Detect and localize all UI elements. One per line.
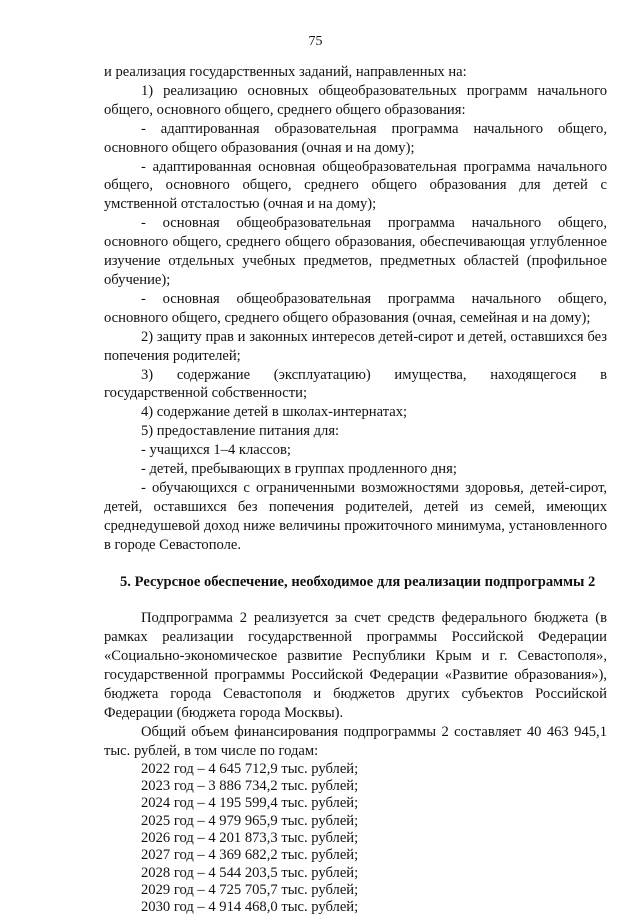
- sub-item-adapted-basic-program: - адаптированная основная общеобразовательная программа начального общего, основного общего, среднего общего образования для детей с умственной отсталостью (очная и на дому);: [104, 158, 607, 213]
- list-item-2: 2) защиту прав и законных интересов детей-сирот и детей, оставшихся без попечения родителей;: [104, 328, 607, 364]
- list-item-4: 4) содержание детей в школах-интернатах;: [141, 404, 408, 421]
- list-item-5: 5) предоставление питания для:: [141, 423, 340, 440]
- funding-paragraph: Подпрограмма 2 реализуется за счет средств федерального бюджета (в рамках реализации государственной программы Российской Федерации «Социально-экономическое развитие Республики Крым и г. Севастополя», государственной программы Российской Федерации «Развитие образования»), бюджета города Севастополя и бюджетов других субъектов Российской Федерации (бюджета города Москвы).: [104, 610, 607, 721]
- sub-item-basic-program: - основная общеобразовательная программа начального общего, основного общего, среднего общего образования (очная, семейная и на дому);: [104, 290, 607, 326]
- spacer: [104, 555, 607, 573]
- year-funding-item: 2026 год – 4 201 873,3 тыс. рублей;: [141, 829, 359, 846]
- list-item-3: 3) содержание (эксплуатацию) имущества, находящегося в государственной собственности;: [104, 366, 607, 402]
- section-heading: 5. Ресурсное обеспечение, необходимое для реализации подпрограммы 2: [120, 573, 596, 590]
- year-funding-item: 2027 год – 4 369 682,2 тыс. рублей;: [141, 847, 359, 864]
- year-funding-item: 2024 год – 4 195 599,4 тыс. рублей;: [141, 795, 359, 812]
- sub-item-profile-program: - основная общеобразовательная программа начального общего, основного общего, среднего общего образования, обеспечивающая углубленное изучение отдельных учебных предметов, предметных областей (профильное обучение);: [104, 215, 607, 288]
- sub-item-adapted-program: - адаптированная образовательная программа начального общего, основного общего образования (очная и на дому);: [104, 120, 607, 156]
- paragraph-intro: и реализация государственных заданий, направленных на:: [104, 64, 467, 80]
- yearly-funding-list: [104, 761, 607, 916]
- sub-item-students-1-4: - учащихся 1–4 классов;: [141, 442, 291, 459]
- year-funding-item: 2022 год – 4 645 712,9 тыс. рублей;: [141, 760, 359, 777]
- document-body: [104, 63, 607, 916]
- year-funding-item: 2028 год – 4 544 203,5 тыс. рублей;: [141, 864, 359, 881]
- total-funding-paragraph: Общий объем финансирования подпрограммы 2 составляет 40 463 945,1 тыс. рублей, в том числе по годам:: [104, 723, 607, 759]
- year-funding-item: 2029 год – 4 725 705,7 тыс. рублей;: [141, 881, 359, 898]
- spacer: [104, 591, 607, 609]
- page-number: 75: [308, 34, 323, 49]
- year-funding-item: 2030 год – 4 914 468,0 тыс. рублей;: [141, 899, 359, 916]
- year-funding-item: 2023 год – 3 886 734,2 тыс. рублей;: [141, 778, 359, 795]
- sub-item-extended-day: - детей, пребывающих в группах продленного дня;: [141, 461, 457, 478]
- year-funding-item: 2025 год – 4 979 965,9 тыс. рублей;: [141, 812, 359, 829]
- sub-item-disabilities: - обучающихся с ограниченными возможностями здоровья, детей-сирот, детей, оставшихся без попечения родителей, детей из семей, имеющих среднедушевой доход ниже величины прожиточного минимума, установленного в городе Севастополе.: [104, 479, 607, 553]
- list-item-1: 1) реализацию основных общеобразовательных программ начального общего, основного общего, среднего общего образования:: [104, 82, 607, 118]
